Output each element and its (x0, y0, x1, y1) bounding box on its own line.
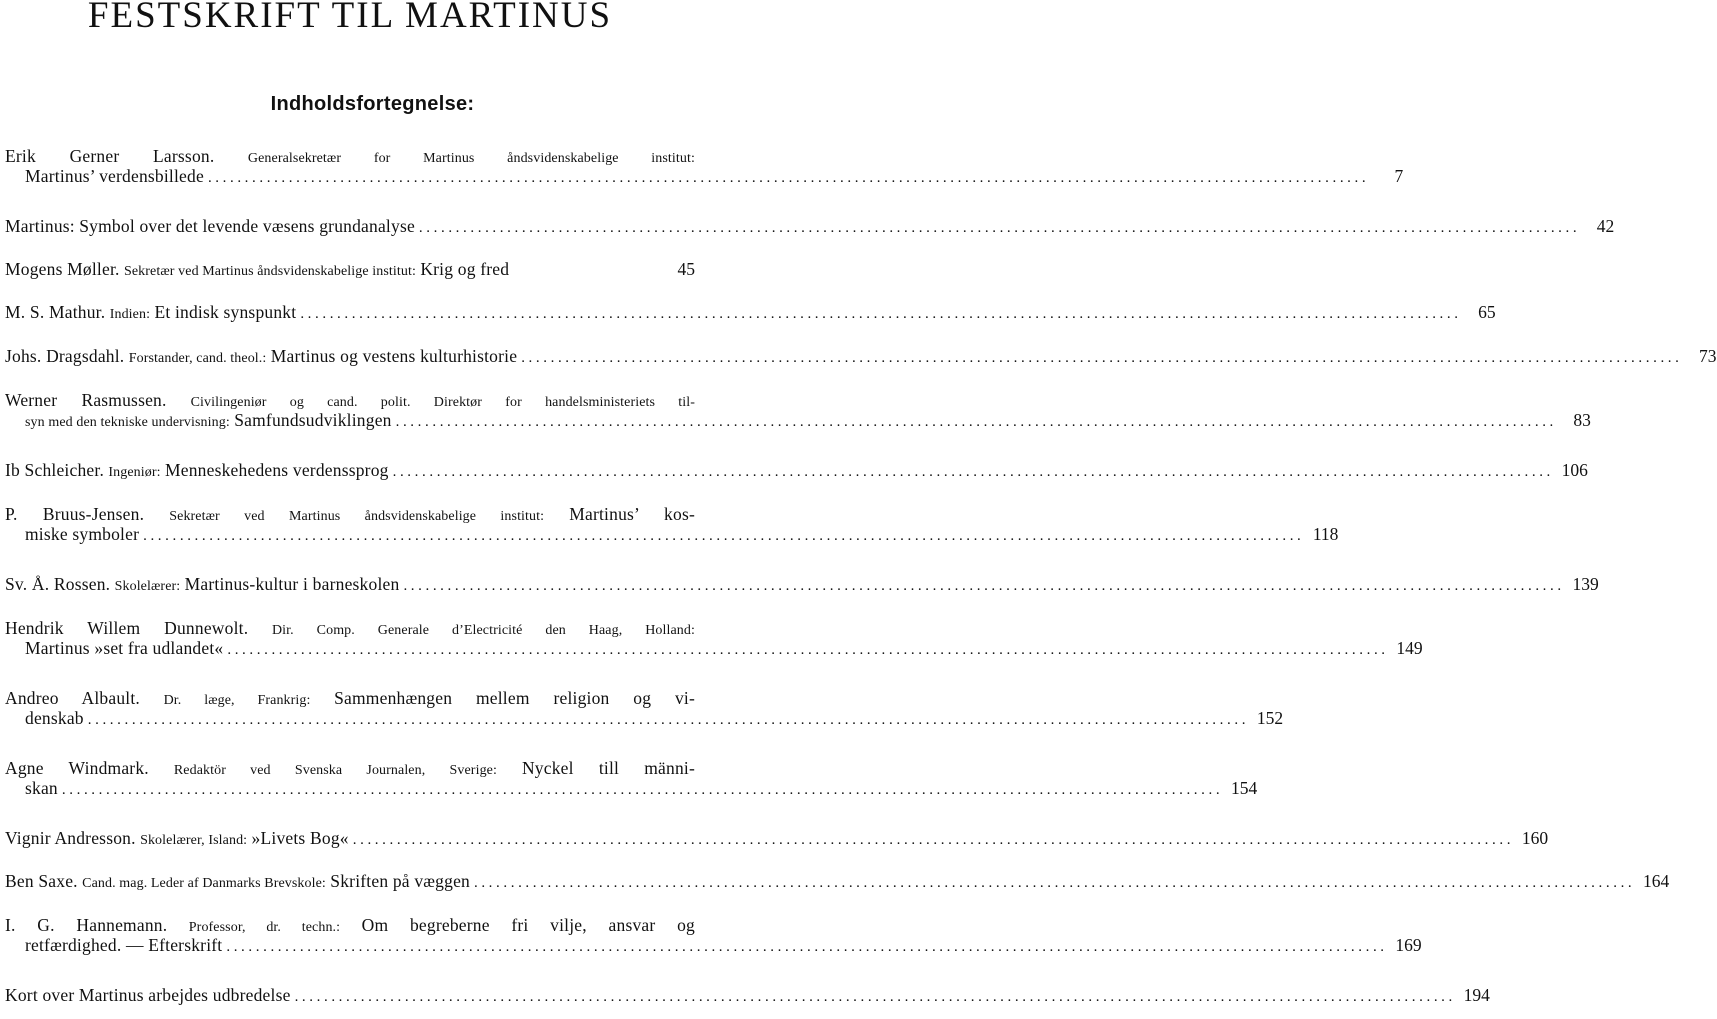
dot-leader: .............................................................................................................................................................. (87, 712, 1250, 728)
entry-title: Menneskehedens verdenssprog (165, 460, 389, 480)
page-number: 42 (1596, 216, 1615, 236)
toc-entry (5, 828, 1549, 848)
entry-title: Martinus-kultur i barneskolen (184, 574, 400, 594)
toc-entry (5, 504, 1339, 544)
entry-role: Dir. Comp. Generale d’Electricité den Haag, Holland: (271, 623, 695, 638)
entry-author: Sv. Å. Rossen. (5, 574, 111, 594)
entry-role: Civilingeniør og cand. polit. Direktør for handelsministeriets til- (190, 395, 695, 410)
toc-entry (5, 460, 1588, 480)
toc-entry (5, 146, 1404, 186)
toc-heading: Indholdsfortegnelse: (270, 93, 475, 115)
entry-role: Indien: (109, 307, 151, 322)
entry-role: Forstander, cand. theol.: (128, 351, 267, 366)
entry-role: Skolelærer: (114, 579, 181, 594)
entry-role-continued: syn med den tekniske undervisning: (25, 415, 230, 430)
toc-entry (5, 985, 1490, 1005)
entry-author: M. S. Mathur. (5, 302, 106, 322)
entry-author: I. G. Hannemann. (5, 915, 168, 935)
entry-title: Om begreberne fri vilje, ansvar og (361, 915, 695, 935)
page-number: 118 (1312, 524, 1339, 544)
entry-title: Kort over Martinus arbejdes udbredelse (5, 985, 291, 1005)
dot-leader: .............................................................................................................................................................. (300, 306, 1462, 322)
toc-entry (5, 618, 1423, 658)
entry-role: Sekretær ved Martinus åndsvidenskabelige institut: (123, 264, 416, 279)
dot-leader: .............................................................................................................................................................. (207, 170, 1370, 186)
entry-title: Martinus og vestens kulturhistorie (270, 346, 518, 366)
entry-role: Professor, dr. techn.: (188, 920, 341, 935)
entry-title: Martinus’ verdensbillede (25, 166, 204, 186)
dot-leader: .............................................................................................................................................................. (418, 220, 1581, 236)
entry-title: Martinus’ kos- (569, 504, 695, 524)
entry-title: Et indisk synspunkt (154, 302, 297, 322)
entry-title-continued: skan (25, 778, 58, 798)
dot-leader: .............................................................................................................................................................. (226, 939, 1388, 955)
entry-title: Martinus »set fra udlandet« (25, 638, 224, 658)
entry-author: Vignir Andresson. (5, 828, 136, 848)
dot-leader: .............................................................................................................................................................. (352, 832, 1515, 848)
entry-title: Krig og fred (420, 259, 510, 279)
entry-author: Andreo Albault. (5, 688, 140, 708)
entry-title: Skriften på væggen (330, 871, 470, 891)
dot-leader: .............................................................................................................................................................. (294, 989, 1456, 1005)
entry-title: Sammenhængen mellem religion og vi- (334, 688, 696, 708)
entry-author: Martinus: (5, 216, 75, 236)
toc-entry (5, 871, 1670, 891)
page-number: 154 (1230, 778, 1258, 798)
entry-title: Symbol over det levende væsens grundanalyse (79, 216, 415, 236)
toc-entry (5, 216, 1615, 236)
page-number: 83 (1573, 410, 1591, 430)
page-number: 139 (1572, 574, 1599, 594)
page-number: 45 (677, 259, 695, 279)
entry-role: Cand. mag. Leder af Danmarks Brevskole: (82, 876, 326, 891)
dot-leader: .............................................................................................................................................................. (143, 528, 1305, 544)
toc-entry (5, 574, 1599, 594)
toc-entry (5, 259, 695, 279)
page-number: 169 (1395, 935, 1422, 955)
dot-leader: .............................................................................................................................................................. (392, 464, 1554, 480)
dot-leader: .............................................................................................................................................................. (395, 414, 1557, 430)
page-number: 106 (1561, 460, 1588, 480)
entry-title: »Livets Bog« (251, 828, 349, 848)
dot-leader: .............................................................................................................................................................. (61, 782, 1224, 798)
page-number: 7 (1394, 166, 1404, 186)
entry-role: Ingeniør: (108, 465, 161, 480)
dot-leader: .............................................................................................................................................................. (403, 578, 1565, 594)
entry-role: Sekretær ved Martinus åndsvidenskabelige institut: (169, 509, 545, 524)
entry-author: P. Bruus-Jensen. (5, 504, 145, 524)
dot-leader: .............................................................................................................................................................. (227, 642, 1389, 658)
page-title: FESTSKRIFT TIL MARTINUS (87, 0, 613, 36)
toc-entry (5, 915, 1422, 955)
entry-role: Skolelærer, Island: (140, 833, 248, 848)
page-number: 149 (1396, 638, 1423, 658)
page-number: 73 (1699, 346, 1717, 366)
entry-role: Dr. læge, Frankrig: (163, 693, 311, 708)
entry-role: Generalsekretær for Martinus åndsvidenskabelige institut: (247, 151, 695, 166)
entry-title-continued: miske symboler (25, 524, 140, 544)
toc-entry (5, 302, 1496, 322)
entry-author: Johs. Dragsdahl. (5, 346, 125, 366)
entry-title-continued: retfærdighed. — Efterskrift (25, 935, 223, 955)
entry-author: Werner Rasmussen. (5, 390, 167, 410)
entry-title: Nyckel till männi- (521, 758, 696, 778)
entry-title-continued: denskab (25, 708, 84, 728)
entry-author: Agne Windmark. (5, 758, 149, 778)
page-number: 194 (1463, 985, 1490, 1005)
entry-author: Erik Gerner Larsson. (5, 146, 215, 166)
page-number: 160 (1521, 828, 1549, 848)
entry-author: Ben Saxe. (5, 871, 78, 891)
entry-title: Samfundsudviklingen (234, 410, 392, 430)
dot-leader: .............................................................................................................................................................. (473, 875, 1636, 891)
page-number: 164 (1643, 871, 1670, 891)
toc-entry (5, 758, 1258, 798)
entry-author: Ib Schleicher. (5, 460, 105, 480)
toc-entry (5, 390, 1591, 430)
toc-entry (5, 688, 1284, 728)
dot-leader: .............................................................................................................................................................. (521, 350, 1683, 366)
toc-entry (5, 346, 1717, 366)
entry-author: Mogens Møller. (5, 259, 120, 279)
entry-author: Hendrik Willem Dunnewolt. (5, 618, 249, 638)
entry-role: Redaktör ved Svenska Journalen, Sverige: (173, 763, 497, 778)
page-number: 152 (1256, 708, 1284, 728)
page-number: 65 (1478, 302, 1496, 322)
